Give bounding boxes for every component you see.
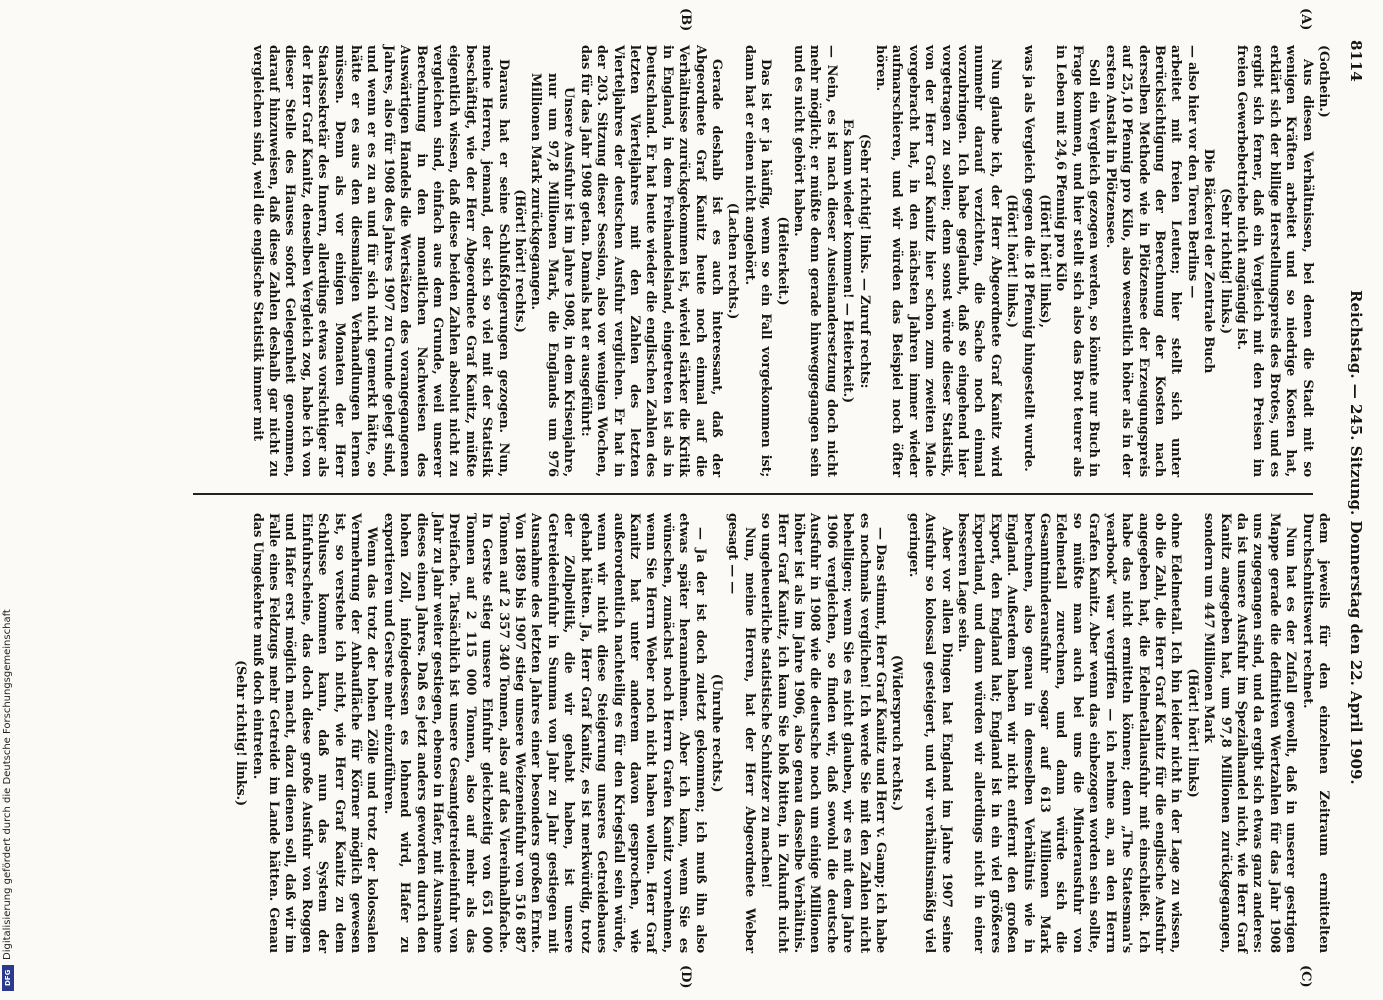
left-column xyxy=(81,45,1331,477)
paragraph: Nun glaube ich, der Herr Abgeordnete Graf Kanitz wird nunmehr darauf verzichten, die Sache noch einmal vorzubringen. Ich habe geglaubt, daß so eingehend hier vorgetragen zu sollen; denn sonst würde dieser Statistik, von der Herr Graf Kanitz hier schon zum zweiten Male vorgebracht hat, in den nächsten Jahren immer wieder aufmarschieren, und wir würden das Beispiel noch öfter hören. xyxy=(873,45,1003,477)
interjection: (Sehr richtig! links. — Zuruf rechts: xyxy=(856,133,872,389)
paragraph: — also hier vor den Toren Berlins — xyxy=(1184,45,1200,299)
margin-b: (B) xyxy=(678,8,693,32)
quotation: Unsere Ausfuhr ist im Jahre 1908, in dem Krisenjahre, nur um 97,8 Millionen Mark, die Englands um 976 Millionen Mark zurückgegangen. xyxy=(528,73,577,477)
paragraph: ohne Edelmetall. Ich bin leider nicht in der Lage zu wissen, ob die Zahl, die Herr Graf Kanitz für die englische Ausfuhr angegeben hat, die Edelmetallausfuhr mit einschließt. Ich habe das nicht ermitteln können; denn „The Statesman's yearbook“ war vergriffen — ich nehme an, an den Herrn Grafen Kanitz. Aber wenn das einbezogen worden sein sollte, so müßte man auch bei uns die Minderausfuhr von Edelmetall zurechnen, und dann würde sich die Gesamtminderausfuhr sogar auf 613 Millionen Mark berechnen, also genau in demselben Verhältnis wie in England. Außerdem haben wir nicht entfernt den großen Export, den England hat; England ist in ein viel größeres Exportland, und dann würden wir allerdings nicht in einer besseren Lage sein. xyxy=(955,513,1184,953)
paragraph: Daraus hat er seine Schlußfolgerungen gezogen. Nun, meine Herren, jemand, der sich so viel mit der Statistik beschäftigt, wie der Herr Abgeordnete Graf Kanitz, müßte eigentlich wissen, daß diese beiden Zahlen absolut nicht zu vergleichen sind, einfach aus dem Grunde, weil unserer Berechnung in den monatlichen Nachweisen des Auswärtigen Handels die Wertsätzen des vorangegangenen Jahres, also für 1908 des Jahres 1907 zu Grunde gelegt sind, und wenn er es zu an und für sich nicht gemerkt hätte, so hätte er es aus den diesmaligen Verhandlungen lernen müssen. Denn als vor einigen Monaten der Herr Staatssekretär des Innern, allerdings etwas vorsichtiger als der Herr Graf Kanitz, denselben Vergleich zog, habe ich von dieser Stelle des Hauses sofort Gelegenheit genommen, darauf hinzuweisen, daß diese Zahlen deshalb gar nicht zu vergleichen sind, weil die englische Statistik immer mit xyxy=(249,45,511,477)
digitization-credit: Digitalisierung gefördert durch die Deutsche Forschungsgemeinschaft xyxy=(2,609,13,960)
paragraph: Wenn das trotz der hohen Zölle und trotz der kolossalen Vermehrung der Anbaufläche für Körner möglich gewesen ist, so verstehe ich nicht, wie Herr Graf Kanitz zu dem Schlusse kommen kann, daß nun das System der Einfuhrscheine, das doch diese große Ausfuhr von Roggen und Hafer erst möglich macht, dazu dienen soll, daß wir im Falle eines Feldzugs mehr Getreide im Lande hätten. Genau das Umgekehrte muß doch eintreten. xyxy=(249,513,380,953)
paragraph: Aber vor allen Dingen hat England im Jahre 1907 seine Ausfuhr so kolossal gesteigert, und wir verhältnismäßig viel geringer. xyxy=(905,513,954,953)
speaker-tag: (Gothein.) xyxy=(1316,45,1331,118)
paragraph: Die Bäckerei der Zentrale Buch xyxy=(1201,148,1217,374)
interjection: (Unruhe rechts.) xyxy=(708,673,724,793)
column-divider xyxy=(193,493,1313,495)
page-number: 8114 xyxy=(1347,40,1365,82)
interjection: (Widerspruch rechts.) xyxy=(889,654,905,812)
paragraph: was ja als Vergleich gegen die 18 Pfennig hingestellt wurde. xyxy=(1020,45,1036,472)
interjection: (Sehr richtig! links.) xyxy=(233,660,249,806)
margin-a: (A) xyxy=(1298,8,1313,31)
paragraph: — Nein, es ist nach dieser Auseinandersetzung doch nicht mehr möglich; er müßte denn gerade hinweggegangen sein und es nicht gehört haben. xyxy=(791,45,839,477)
paragraph: — Das stimmt, Herr Graf Kanitz und Herr v. Gamp; ich habe es nochmals verglichen! Ich werde Sie mit den Zahlen nicht behelligen; wenn Sie es nicht glauben, wir es mit dem Jahre 1906 vergleichen, so finden wir, daß sowohl die deutsche Ausfuhr in 1908 wie die deutsche noch um einige Millionen höher ist als im Jahre 1906, also genau dasselbe Verhältnis. Herr Graf Kanitz, ich kann Sie bloß bitten, in Zukunft nicht so ungeheuerliche statistische Schnitzer zu machen! xyxy=(758,513,889,953)
paragraph: arbeitet mit freien Leuten; hier stellt sich unter Berücksichtigung der Berechnung der Kosten nach derselben Methode wie in Plötzensee der Erzeugungspreis auf 25,10 Pfennig pro Kilo, also wesentlich höher als in der ersten Anstalt in Plötzensee. xyxy=(1102,45,1184,477)
margin-c: (C) xyxy=(1298,965,1313,988)
dfg-logo-icon: DFG xyxy=(2,965,14,991)
interjection: (Hört! hört! rechts.) xyxy=(512,189,528,333)
paragraph: Aus diesen Verhältnissen, bei denen die Stadt mit so wenigen Kräften arbeitet und so niedrige Kosten hat, erklärt sich der billige Herstellungspreis des Brotes, und es ergibt sich ferner, daß ein Vergleich mit den Preisen im freien Gewerbebetriebe nicht angängig ist. xyxy=(1233,45,1315,477)
paragraph: Nun, meine Herren, hat der Herr Abgeordnete Weber gesagt — — xyxy=(725,513,757,953)
paragraph: Das ist er ja häufig, wenn so ein Fall vorgekommen ist; dann hat er einen nicht angehört. xyxy=(741,45,774,477)
page-title: Reichstag. — 245. Sitzung. Donnerstag den 22. April 1909. xyxy=(1347,290,1365,785)
paragraph: Soll ein Vergleich gezogen werden, so könnte nur Buch in Frage kommen, und hier stellt sich also das Brot teurer als in Leben mit 24,6 Pfennig pro Kilo xyxy=(1053,45,1102,477)
interjection: (Hört! hört! links), xyxy=(1037,194,1053,328)
paragraph: — Ja der ist doch zuletzt gekommen; ich muß ihn also etwas später herannehmen. Aber ich kann, wenn Sie es wünschen, zunächst noch Herrn Grafen Kanitz vornehmen, wenn Sie Herrn Weber noch nicht haben wollen. Herr Graf Kanitz hat unter anderem davon gesprochen, wie außerordentlich nachteilig es für den Kriegsfall sein würde, wenn wir nicht diese Steigerung unseres Getreidebaues gehabt hätten. Ja, Herr Graf Kanitz, es ist merkwürdig, trotz der Zollpolitik, die wir gehabt haben, ist unsere Getreideeinfuhr in Summa von Jahr zu Jahr gestiegen mit Ausnahme des letzten Jahres einer besonders großen Ernte. Von 1889 bis 1907 stieg unsere Weizeneinfuhr von 516 887 Tonnen auf 2 357 340 Tonnen, also auf das Viereinhalbfache. In Gerste stieg unsere Einfuhr gleichzeitig von 651 000 Tonnen auf 2 115 000 Tonnen, also auf mehr als das Dreifache. Tatsächlich ist unsere Gesamtgetreideeinfuhr von Jahr zu Jahr weiter gestiegen, ebenso in Hafer, mit Ausnahme dieses einen Jahres. Daß es jetzt anders geworden durch den hohen Zoll, infolgedessen es lohnend wird, Hafer zu exportieren und Gerste mehr einzuführen. xyxy=(380,513,708,953)
margin-d: (D) xyxy=(678,965,693,989)
right-column xyxy=(81,513,1331,953)
interjection: (Lachen rechts.) xyxy=(725,202,741,320)
paragraph: dem jeweils für den einzelnen Zeitraum ermittelten Durchschnittswert rechnet. xyxy=(1299,513,1331,953)
paragraph: Gerade deshalb ist es auch interessant, daß der Abgeordnete Graf Kanitz heute noch einmal auf die Verhältnisse zurückgekommen ist, wieviel stärker die Kritik in England, in dem Freihandelsland, eingetreten ist als in Deutschland. Er hat heute wieder die englischen Zahlen des letzten Vierteljahres mit den Zahlen des letzten Vierteljahres der deutschen Ausfuhr verglichen. Er hat in der 203. Sitzung dieser Session, also vor wenigen Wochen, das für das Jahr 1908 getan. Damals hat er ausgeführt: xyxy=(577,45,724,477)
interjection: Es kann wieder kommen! — Heiterkeit.) xyxy=(840,119,856,403)
interjection: (Heiterkeit.) xyxy=(774,216,790,306)
interjection: (Hört! hört! links.) xyxy=(1004,194,1020,328)
paragraph: Nun hat es der Zufall gewollt, daß in unserer gestrigen Mappe gerade die definitiven Wertzahlen für das Jahr 1908 uns zugegangen sind, und da ergibt sich etwas ganz anderes: da ist unsere Ausfuhr im Spezialhandel nicht, wie Herr Graf Kanitz angegeben hat, um 97,8 Millionen zurückgegangen, sondern um 447 Millionen Mark xyxy=(1201,513,1299,953)
interjection: (Sehr richtig! links.) xyxy=(1217,188,1233,334)
interjection: (Hört! hört! links) xyxy=(1184,668,1200,798)
